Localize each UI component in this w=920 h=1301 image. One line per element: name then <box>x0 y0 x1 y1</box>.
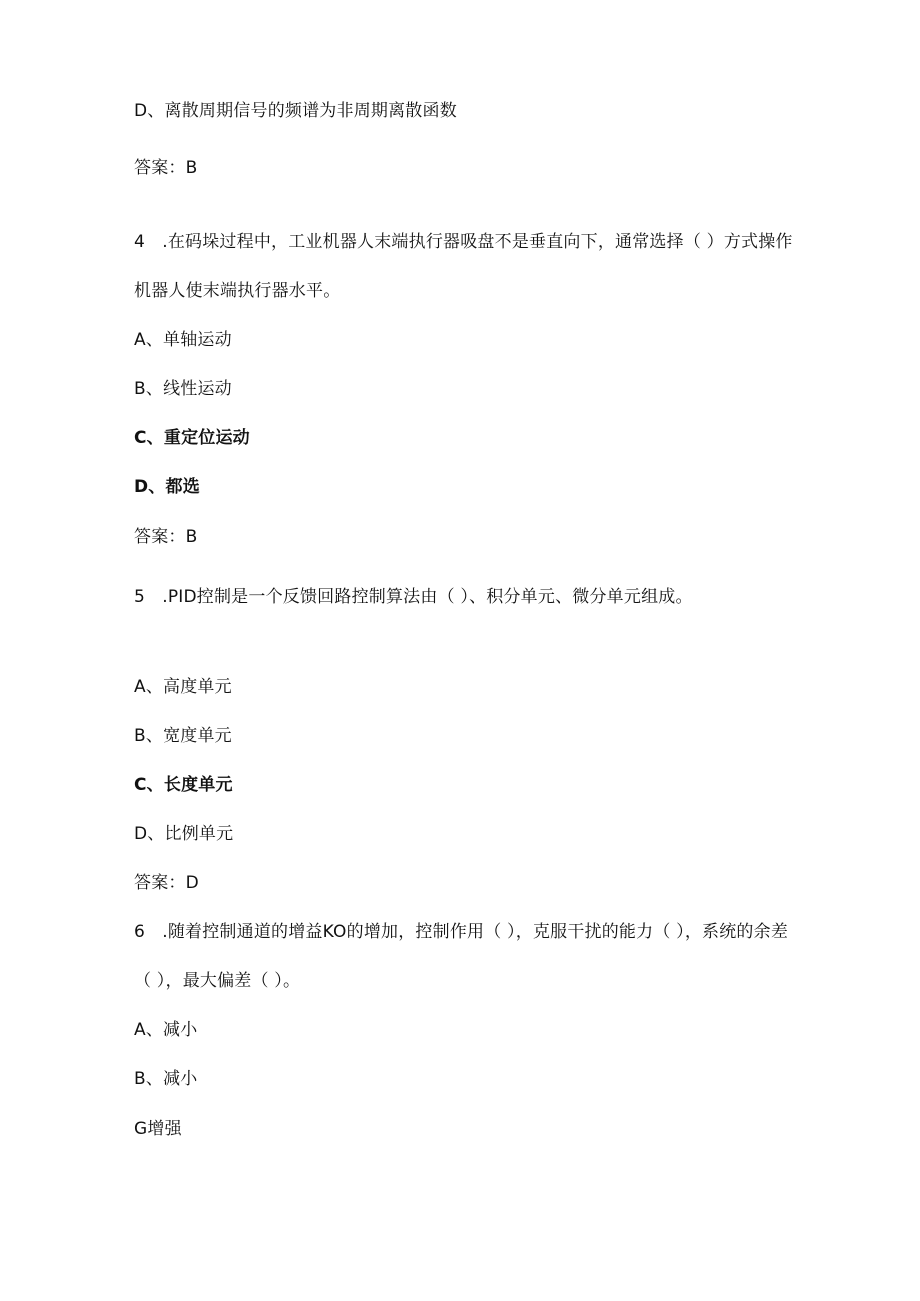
option-d-q4: D、都选 <box>134 477 200 497</box>
option-c-q5: C、长度单元 <box>134 775 233 795</box>
answer-q3: 答案：B <box>134 158 198 178</box>
option-a-q5: A、高度单元 <box>134 677 232 697</box>
option-b-q5: B、宽度单元 <box>134 726 232 746</box>
question-5: 5 .PID控制是一个反馈回路控制算法由（ ）、积分单元、微分单元组成。 <box>134 587 693 607</box>
option-a-q6: A、减小 <box>134 1020 198 1040</box>
answer-q5: 答案：D <box>134 873 199 893</box>
option-b-q6: B、减小 <box>134 1069 198 1089</box>
option-b-q4: B、线性运动 <box>134 379 232 399</box>
option-c-q6: G增强 <box>134 1119 182 1139</box>
question-6-line-2: （ ），最大偏差（ ）。 <box>134 971 301 991</box>
option-a-q4: A、单轴运动 <box>134 330 232 350</box>
answer-q4: 答案：B <box>134 527 198 547</box>
option-d-q3: D、离散周期信号的频谱为非周期离散函数 <box>134 101 457 121</box>
question-4-line-2: 机器人使末端执行器水平。 <box>134 281 341 301</box>
question-4-line-1: 4 .在码垛过程中，工业机器人末端执行器吸盘不是垂直向下，通常选择（ ）方式操作 <box>134 232 793 252</box>
option-c-q4: C、重定位运动 <box>134 428 250 448</box>
option-d-q5: D、比例单元 <box>134 824 234 844</box>
question-6-line-1: 6 .随着控制通道的增益KO的增加，控制作用（ ），克服干扰的能力（ ），系统的余差 <box>134 922 789 942</box>
